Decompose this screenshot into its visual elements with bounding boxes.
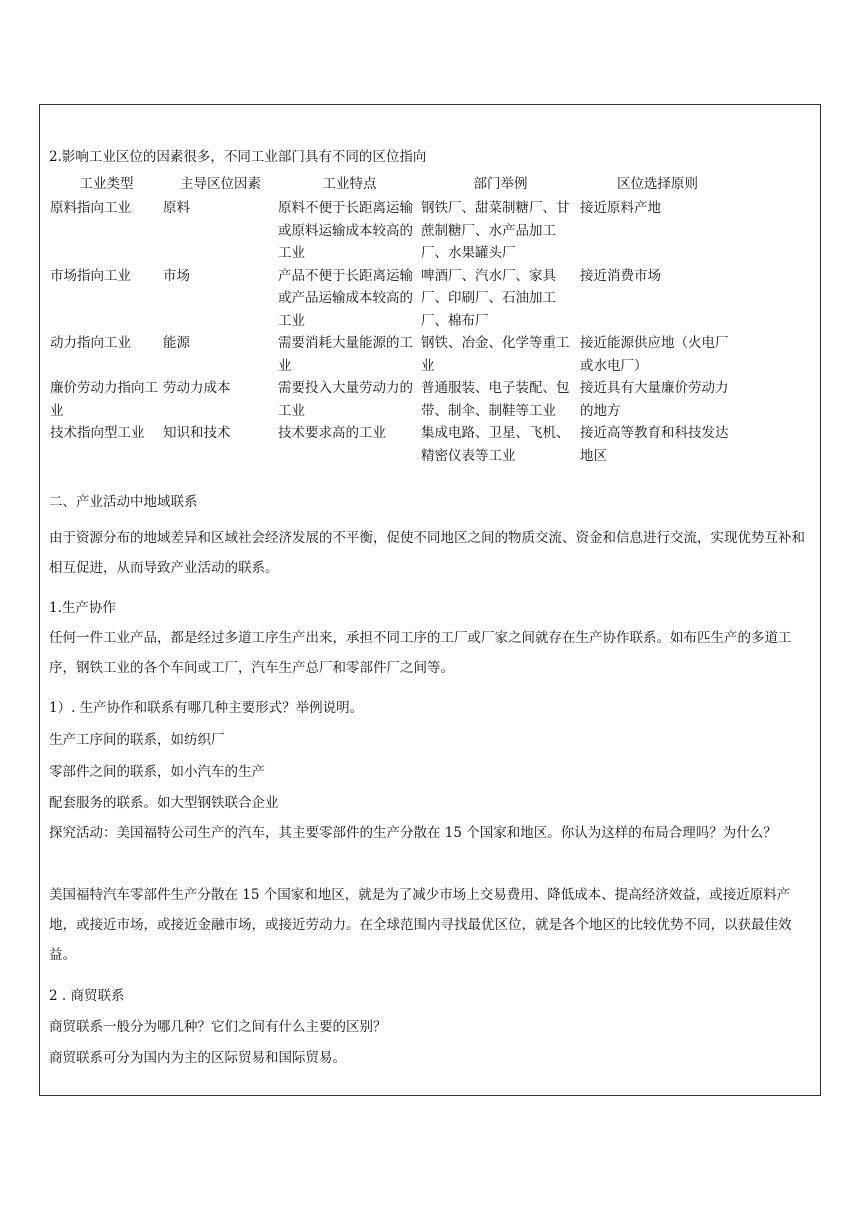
sub2-title: 2 . 商贸联系 <box>49 988 125 1004</box>
sub1-text: 任何一件工业产品，都是经过多道工序生产出来，承担不同工序的工厂或厂家之间就存在生产协作联系。如布匹生产的多道工序，钢铁工业的各个车间或工厂，汽车生产总厂和零部件厂之间等。 <box>49 630 792 676</box>
header-industry-type: 工业类型 <box>79 176 134 192</box>
content-frame <box>39 104 821 1096</box>
table-cell: 市场指向工业 <box>50 267 131 284</box>
table-cell: 需要消耗大量能源的工业 <box>278 335 413 374</box>
table-cell: 接近消费市场 <box>580 267 661 284</box>
section2-title: 二、产业活动中地域联系 <box>49 494 198 510</box>
table-header-row <box>50 175 735 197</box>
header-features: 工业特点 <box>322 176 377 192</box>
table-cell: 原料指向工业 <box>50 200 131 216</box>
header-main-factor: 主导区位因素 <box>180 176 261 192</box>
table-row <box>50 332 735 377</box>
table-cell: 接近具有大量廉价劳动力的地方 <box>580 380 729 419</box>
table-cell: 动力指向工业 <box>50 335 131 351</box>
table-cell: 知识和技术 <box>163 425 231 441</box>
table-cell: 普通服装、电子装配、包带、制伞、制鞋等工业 <box>421 380 570 419</box>
table-cell: 钢铁、冶金、化学等重工业 <box>421 335 570 374</box>
table-cell: 原料 <box>163 200 190 216</box>
explore-answer: 美国福特汽车零部件生产分散在 15 个国家和地区，就是为了减少市场上交易费用、降低成本、提高经济效益，或接近原料产地，或接近市场，或接近金融市场，或接近劳动力。在全球范围内寻找最优区位，就是各个地区的比较优势不同，以获最佳效益。 <box>49 887 792 963</box>
question-1: 1）. 生产协作和联系有哪几种主要形式？举例说明。 <box>49 700 364 716</box>
answer-1-3: 配套服务的联系。如大型钢铁联合企业 <box>49 795 279 811</box>
header-principle: 区位选择原则 <box>617 176 698 192</box>
sub1-title: 1.生产协作 <box>49 600 116 616</box>
table-cell: 市场 <box>163 267 190 284</box>
question-2: 商贸联系一般分为哪几种？它们之间有什么主要的区别？ <box>49 1019 387 1035</box>
industry-location-table <box>50 175 735 467</box>
table-cell: 产品不便于长距离运输或产品运输成本较高的工业 <box>278 267 413 329</box>
table-cell: 接近能源供应地（火电厂或水电厂） <box>580 335 729 374</box>
table-cell: 钢铁厂、甜菜制糖厂、甘蔗制糖厂、水产品加工厂、水果罐头厂 <box>421 200 570 261</box>
table-cell: 接近高等教育和科技发达地区 <box>580 425 729 464</box>
table-cell: 技术指向型工业 <box>50 425 145 441</box>
table-cell: 接近原料产地 <box>580 200 661 216</box>
table-row <box>50 377 735 422</box>
header-examples: 部门举例 <box>473 176 528 192</box>
table-cell: 需要投入大量劳动力的工业 <box>278 380 413 419</box>
table-row <box>50 197 735 265</box>
section2-intro: 由于资源分布的地域差异和区域社会经济发展的不平衡，促使不同地区之间的物质交流、资金和信息进行交流，实现优势互补和相互促进，从而导致产业活动的联系。 <box>49 530 805 576</box>
table-row <box>50 422 735 467</box>
explore-question: 探究活动：美国福特公司生产的汽车，其主要零部件的生产分散在 15 个国家和地区。你认为这样的布局合理吗？为什么？ <box>49 825 777 841</box>
table-cell: 技术要求高的工业 <box>278 425 386 441</box>
table-cell: 廉价劳动力指向工业 <box>50 380 158 419</box>
table-cell: 原料不便于长距离运输或原料运输成本较高的工业 <box>278 200 413 261</box>
table-cell: 劳动力成本 <box>163 380 231 396</box>
answer-2: 商贸联系可分为国内为主的区际贸易和国际贸易。 <box>49 1050 346 1066</box>
table-cell: 能源 <box>163 335 190 351</box>
answer-1-1: 生产工序间的联系，如纺织厂 <box>49 732 225 748</box>
heading-factors: 2.影响工业区位的因素很多，不同工业部门具有不同的区位指向 <box>49 149 427 165</box>
table-cell: 啤酒厂、汽水厂、家具厂、印刷厂、石油加工厂、棉布厂 <box>421 267 556 329</box>
table-cell: 集成电路、卫星、飞机、精密仪表等工业 <box>421 425 570 464</box>
table-row <box>50 265 735 333</box>
answer-1-2: 零部件之间的联系，如小汽车的生产 <box>49 764 265 780</box>
